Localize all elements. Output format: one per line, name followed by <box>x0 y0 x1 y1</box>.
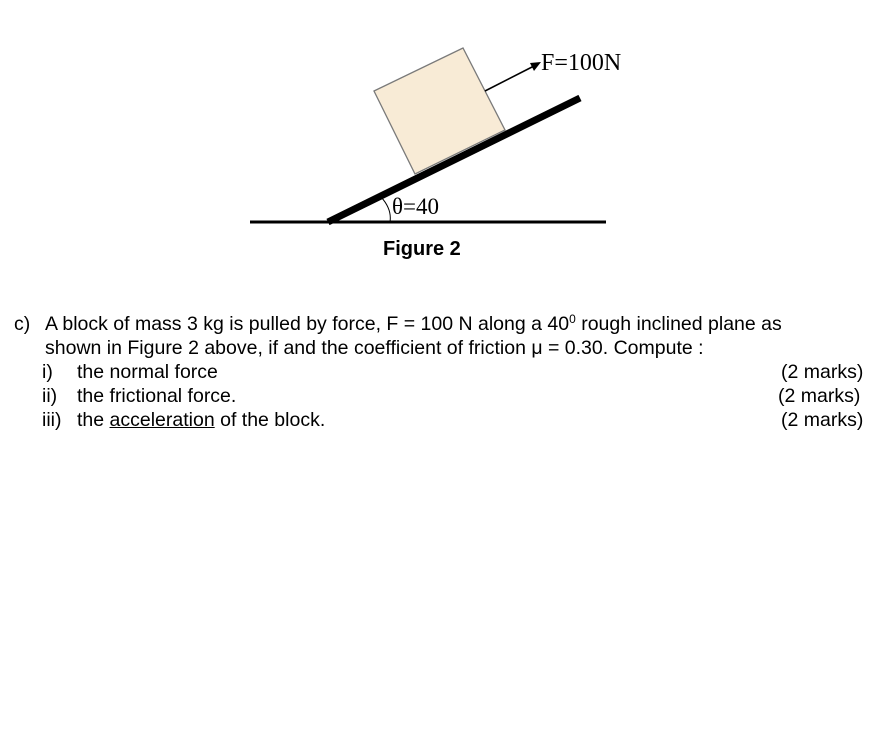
sub-question-text: the frictional force. <box>77 385 237 407</box>
question-letter: c) <box>14 313 31 335</box>
sub-question-ii <box>14 384 884 408</box>
marks-label: (2 marks) <box>778 385 861 407</box>
sub-question-text-start: the <box>77 409 110 431</box>
sub-question-text-end: of the block. <box>214 409 326 431</box>
figure-caption: Figure 2 <box>383 238 461 260</box>
sub-question-text <box>77 408 325 432</box>
underlined-word: acceleration <box>109 409 215 431</box>
sub-question-number: i) <box>42 361 53 383</box>
block <box>374 48 505 174</box>
sub-question-number: iii) <box>42 409 62 431</box>
question-line1-end: rough inclined plane as <box>575 313 782 335</box>
sub-question-iii <box>14 408 884 432</box>
angle-arc <box>381 197 390 222</box>
force-arrow-shaft <box>485 66 534 91</box>
question-line1 <box>45 313 782 335</box>
marks-label: (2 marks) <box>781 361 864 383</box>
question-line2: shown in Figure 2 above, if and the coefficient of friction μ = 0.30. Compute : <box>45 337 704 359</box>
sub-question-i <box>14 360 884 384</box>
question-line1-text: A block of mass 3 kg is pulled by force, F = 100 N along a 40 <box>45 313 570 335</box>
degree-superscript: 0 <box>569 312 576 326</box>
sub-question-text: the normal force <box>77 361 218 383</box>
sub-question-number: ii) <box>42 385 58 407</box>
question-c <box>14 312 884 432</box>
question-intro <box>14 312 884 360</box>
angle-label: θ=40 <box>392 194 439 219</box>
force-label: F=100N <box>541 50 622 76</box>
marks-label: (2 marks) <box>781 409 864 431</box>
